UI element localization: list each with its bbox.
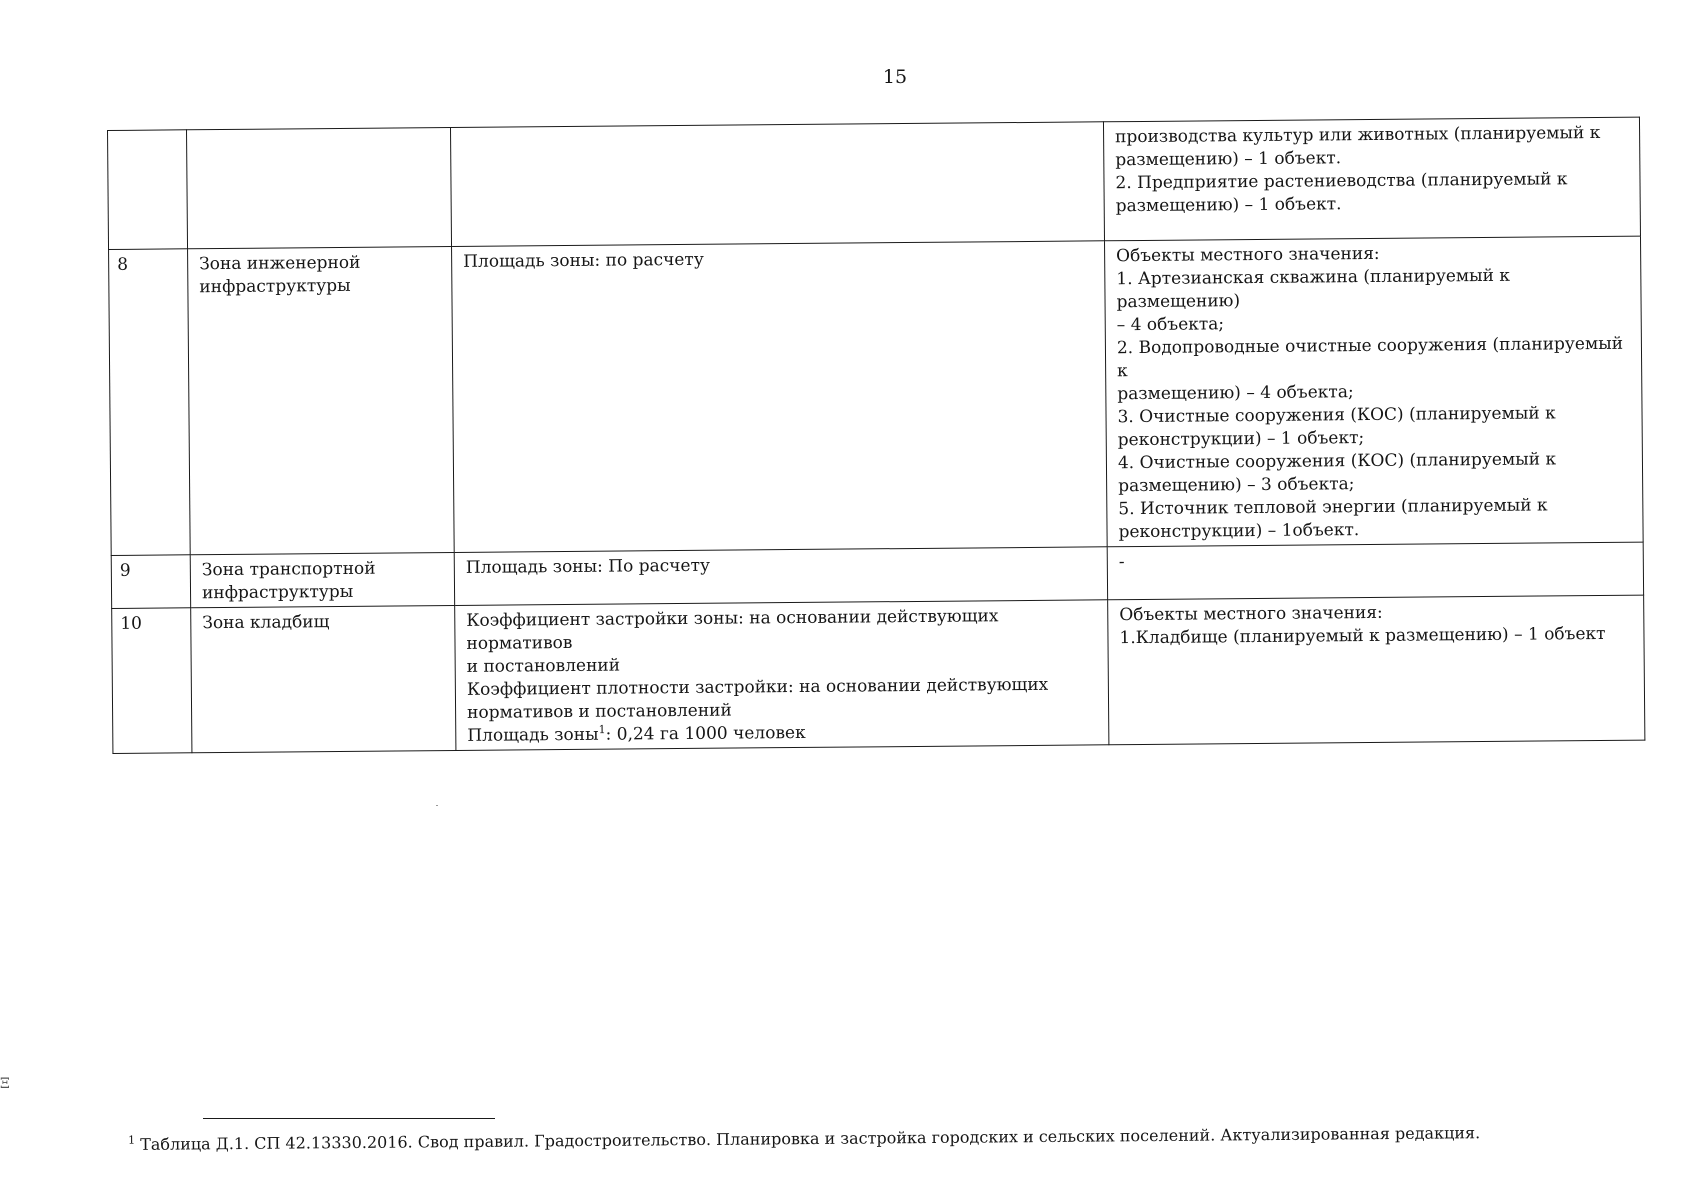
objects-line: размещению) – 3 объекта; xyxy=(1118,474,1355,497)
params-line: Площадь зоны: По расчету xyxy=(465,555,711,578)
footnote-divider xyxy=(203,1118,495,1119)
zone-name-line: Зона транспортной xyxy=(201,558,376,581)
zone-name-line: Зона кладбищ xyxy=(202,612,330,634)
params-line: и постановлений xyxy=(466,655,621,677)
params-line: Коэффициент плотности застройки: на основании действующих xyxy=(466,674,1049,700)
footnote xyxy=(128,1123,1480,1155)
objects-line: Объекты местного значения: xyxy=(1116,243,1380,267)
zone-name-cell xyxy=(191,605,456,752)
footnote-marker: 1 xyxy=(127,1133,136,1147)
objects-line: 2. Предприятие растениеводства (планируемый к xyxy=(1115,169,1568,194)
objects-line: размещению) – 1 объект. xyxy=(1115,194,1342,217)
row-number-cell: 8 xyxy=(109,249,191,556)
area-label: Площадь зоны xyxy=(467,724,599,746)
objects-line: – 4 объекта; xyxy=(1116,314,1225,336)
objects-line: размещению) – 1 объект. xyxy=(1115,148,1342,171)
zone-objects-cell xyxy=(1107,542,1643,600)
row-number-cell: 9 xyxy=(111,555,190,609)
zone-name-line: инфраструктуры xyxy=(199,275,351,298)
zone-objects-cell xyxy=(1103,117,1640,241)
objects-line: производства культур или животных (планируемый к xyxy=(1115,122,1601,148)
footnote-text: Таблица Д.1. СП 42.13330.2016. Свод правил. Градостроительство. Планировка и застройка городских и сельских поселений. Актуализированная редакция. xyxy=(140,1123,1481,1154)
zone-name-cell xyxy=(190,552,454,607)
zone-params-cell xyxy=(454,547,1107,606)
objects-line: 3. Очистные сооружения (КОС) (планируемый к xyxy=(1117,403,1556,428)
table-row xyxy=(112,595,1645,753)
table-row xyxy=(108,117,1641,249)
table-row xyxy=(109,236,1644,555)
objects-line: реконструкции) – 1объект. xyxy=(1118,520,1360,543)
objects-line: 1. Артезианская скважина (планируемый к размещению) xyxy=(1116,265,1511,313)
zone-params-cell xyxy=(455,600,1109,751)
zone-name-line: инфраструктуры xyxy=(201,581,354,604)
zone-name-cell xyxy=(188,246,455,554)
params-line: Коэффициент застройки зоны: на основании действующих нормативов xyxy=(466,606,999,654)
objects-line: Объекты местного значения: xyxy=(1119,602,1383,626)
zone-objects-cell xyxy=(1105,236,1644,547)
row-number-cell xyxy=(108,130,188,250)
objects-line: размещению) – 4 объекта; xyxy=(1117,382,1354,405)
footnote-ref: 1 xyxy=(598,723,606,737)
params-line: нормативов и постановлений xyxy=(467,700,732,723)
page-number: 15 xyxy=(882,66,908,88)
zone-params-cell xyxy=(450,122,1104,247)
objects-line: реконструкции) – 1 объект; xyxy=(1117,428,1365,451)
row-number-cell: 10 xyxy=(112,608,192,754)
margin-mark: Ξ xyxy=(0,1076,10,1092)
objects-line: - xyxy=(1118,552,1125,573)
scan-speck xyxy=(436,805,438,806)
zone-params-cell xyxy=(452,241,1108,553)
params-line: Площадь зоны: по расчету xyxy=(463,249,704,272)
objects-line: 1.Кладбище (планируемый к размещению) – 1 объект xyxy=(1119,623,1606,649)
objects-line: 2. Водопроводные очистные сооружения (планируемый к xyxy=(1116,333,1624,382)
zone-name-line: Зона инженерной xyxy=(199,252,361,275)
params-line xyxy=(467,719,1097,747)
zone-name-cell xyxy=(187,128,452,249)
objects-line: 4. Очистные сооружения (КОС) (планируемый к xyxy=(1117,449,1557,474)
zones-table xyxy=(107,117,1645,754)
zone-objects-cell xyxy=(1108,595,1645,745)
area-value: : 0,24 га 1000 человек xyxy=(605,722,806,745)
objects-line: 5. Источник тепловой энергии (планируемый к xyxy=(1118,495,1548,520)
